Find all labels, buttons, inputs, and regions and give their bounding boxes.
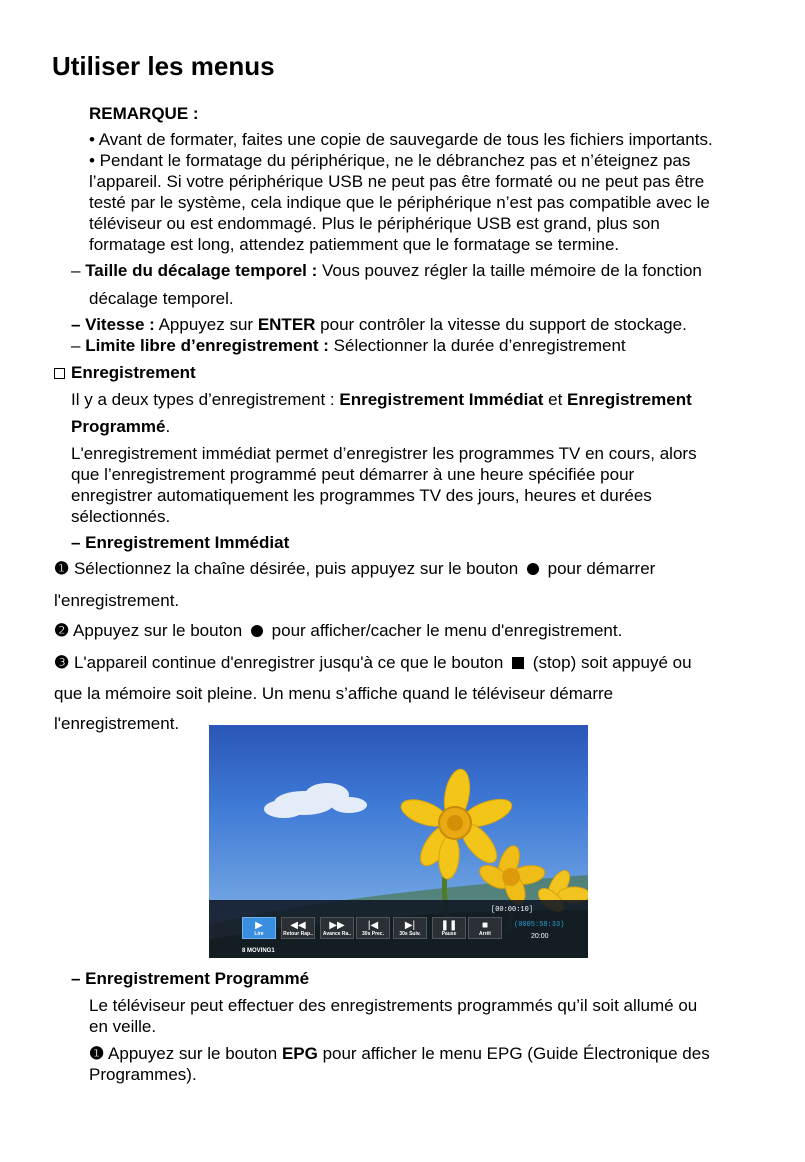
stop-button-icon bbox=[512, 657, 524, 669]
programme-step-1-c: pour afficher le menu EPG (Guide Électronique des bbox=[317, 1044, 710, 1063]
option-vitesse-text2: pour contrôler la vitesse du support de stockage. bbox=[315, 315, 687, 334]
remarque-line-3: l’appareil. Si votre périphérique USB ne peut pas être formaté ou ne peut pas être bbox=[89, 172, 705, 191]
immediat-heading: – Enregistrement Immédiat bbox=[71, 533, 290, 552]
programme-step-1 bbox=[89, 1043, 710, 1064]
recording-elapsed-time: [00:00:10] bbox=[491, 906, 534, 914]
play-label: Lire bbox=[254, 931, 264, 937]
enregistrement-para-2: que l’enregistrement programmé peut démarrer à une heure spécifiée pour bbox=[71, 465, 635, 484]
rewind-label: Retour Rap.. bbox=[283, 931, 313, 937]
stop-icon: ■ bbox=[481, 920, 489, 931]
option-taille-text: Vous pouvez régler la taille mémoire de la fonction bbox=[317, 261, 702, 280]
step-2-text-b: pour afficher/cacher le menu d'enregistrement. bbox=[266, 621, 623, 640]
rewind-icon: ◀◀ bbox=[290, 920, 306, 931]
remarque-line-2: • Pendant le formatage du périphérique, ne le débranchez pas et n’éteignez pas bbox=[89, 151, 691, 170]
skip-forward-icon: ▶| bbox=[404, 920, 416, 931]
remarque-line-6: formatage est long, attendez patiemment que le formatage se termine. bbox=[89, 235, 620, 254]
channel-name: 8 MOVING1 bbox=[242, 948, 275, 954]
step-1-text-b: pour démarrer bbox=[542, 559, 656, 578]
step-1-text-a: Sélectionnez la chaîne désirée, puis appuyez sur le bouton bbox=[69, 559, 523, 578]
play-button[interactable] bbox=[242, 917, 276, 939]
step-1-num: ❶ bbox=[54, 559, 70, 578]
step-3-text-a: L'appareil continue d'enregistrer jusqu'à ce que le bouton bbox=[69, 653, 509, 672]
step-3-num: ❸ bbox=[54, 653, 70, 672]
intro1-a: Il y a deux types d’enregistrement : bbox=[71, 390, 340, 409]
rewind-button[interactable] bbox=[281, 917, 315, 939]
record-button-icon bbox=[251, 625, 263, 637]
programme-heading: – Enregistrement Programmé bbox=[71, 969, 310, 988]
immediat-step-2 bbox=[54, 620, 622, 641]
skip-forward-label: 30s Suiv. bbox=[399, 931, 421, 937]
enregistrement-para-1: L'enregistrement immédiat permet d’enregistrer les programmes TV en cours, alors bbox=[71, 444, 697, 463]
immediat-step-1 bbox=[54, 558, 655, 579]
play-icon: ▶ bbox=[255, 920, 263, 931]
recording-remaining-time: (0005:58:33) bbox=[514, 921, 565, 929]
page-title: Utiliser les menus bbox=[52, 51, 275, 81]
immediat-step-3 bbox=[54, 652, 692, 673]
option-taille-cont: décalage temporel. bbox=[89, 289, 234, 308]
stop-button[interactable] bbox=[468, 917, 502, 939]
recording-control-bar bbox=[209, 900, 588, 958]
programme-step-1-num: ❶ bbox=[89, 1044, 105, 1063]
skip-forward-30s-button[interactable] bbox=[393, 917, 427, 939]
step-2-text-a: Appuyez sur le bouton bbox=[69, 621, 247, 640]
programme-para-1: Le téléviseur peut effectuer des enregistrements programmés qu’il soit allumé ou bbox=[89, 996, 698, 1015]
enregistrement-intro-1 bbox=[71, 389, 692, 410]
option-vitesse-label: – Vitesse : bbox=[71, 315, 155, 334]
skip-back-icon: |◀ bbox=[367, 920, 379, 931]
intro1-b: Enregistrement Immédiat bbox=[339, 390, 544, 409]
current-time: 20:00 bbox=[531, 933, 549, 940]
remarque-heading: REMARQUE : bbox=[89, 104, 199, 123]
record-button-icon bbox=[527, 563, 539, 575]
remarque-line-4: testé par le système, cela indique que le périphérique n’est pas compatible avec le bbox=[89, 193, 710, 212]
fast-forward-button[interactable] bbox=[320, 917, 354, 939]
pause-label: Pause bbox=[441, 931, 457, 937]
tv-recording-screenshot bbox=[209, 725, 588, 958]
immediat-step-3-cont-2: l'enregistrement. bbox=[54, 714, 180, 733]
option-vitesse-text1: Appuyez sur bbox=[154, 315, 258, 334]
fast-forward-label: Avance Ra.. bbox=[322, 931, 352, 937]
pause-button[interactable] bbox=[432, 917, 466, 939]
option-vitesse-enter: ENTER bbox=[257, 315, 316, 334]
skip-back-30s-button[interactable] bbox=[356, 917, 390, 939]
intro1-c: et bbox=[543, 390, 568, 409]
step-3-text-b: (stop) soit appuyé ou bbox=[528, 653, 692, 672]
option-limite-label: Limite libre d’enregistrement : bbox=[85, 336, 329, 355]
immediat-step-1-cont: l'enregistrement. bbox=[54, 591, 180, 610]
remarque-line-5: téléviseur ou est endommagé. Plus le périphérique USB est grand, plus son bbox=[89, 214, 660, 233]
immediat-step-3-cont-1: que la mémoire soit pleine. Un menu s’affiche quand le téléviseur démarre bbox=[54, 684, 614, 703]
programme-step-1-cont: Programmes). bbox=[89, 1065, 197, 1084]
intro1-d: Enregistrement bbox=[567, 390, 692, 409]
option-taille-label: Taille du décalage temporel : bbox=[85, 261, 318, 280]
skip-back-label: 30s Prec. bbox=[362, 931, 384, 937]
intro2-b: . bbox=[165, 417, 171, 436]
intro2-a: Programmé bbox=[71, 417, 166, 436]
programme-step-1-epg: EPG bbox=[281, 1044, 318, 1063]
remarque-line-1: • Avant de formater, faites une copie de sauvegarde de tous les fichiers importants. bbox=[89, 130, 713, 149]
cloud-icon bbox=[264, 783, 367, 818]
pause-icon: ❚❚ bbox=[440, 920, 458, 931]
stop-label: Arrêt bbox=[479, 931, 491, 937]
checkbox-icon bbox=[54, 368, 65, 379]
step-2-num: ❷ bbox=[54, 621, 70, 640]
programme-para-2: en veille. bbox=[89, 1017, 157, 1036]
fast-forward-icon: ▶▶ bbox=[329, 920, 345, 931]
enregistrement-para-3: enregistrer automatiquement les programmes TV des jours, heures et durées bbox=[71, 486, 652, 505]
option-taille: – Taille du décalage temporel : Vous pouvez régler la taille mémoire de la fonction bbox=[71, 261, 702, 280]
enregistrement-heading bbox=[54, 362, 196, 383]
option-vitesse bbox=[71, 314, 687, 335]
programme-step-1-a: Appuyez sur le bouton bbox=[104, 1044, 282, 1063]
option-limite: – Limite libre d’enregistrement : Sélectionner la durée d’enregistrement bbox=[71, 336, 626, 355]
enregistrement-intro-2 bbox=[71, 416, 170, 437]
enregistrement-para-4: sélectionnés. bbox=[71, 507, 171, 526]
option-limite-text: Sélectionner la durée d’enregistrement bbox=[328, 336, 626, 355]
enregistrement-heading-text: Enregistrement bbox=[71, 363, 196, 382]
